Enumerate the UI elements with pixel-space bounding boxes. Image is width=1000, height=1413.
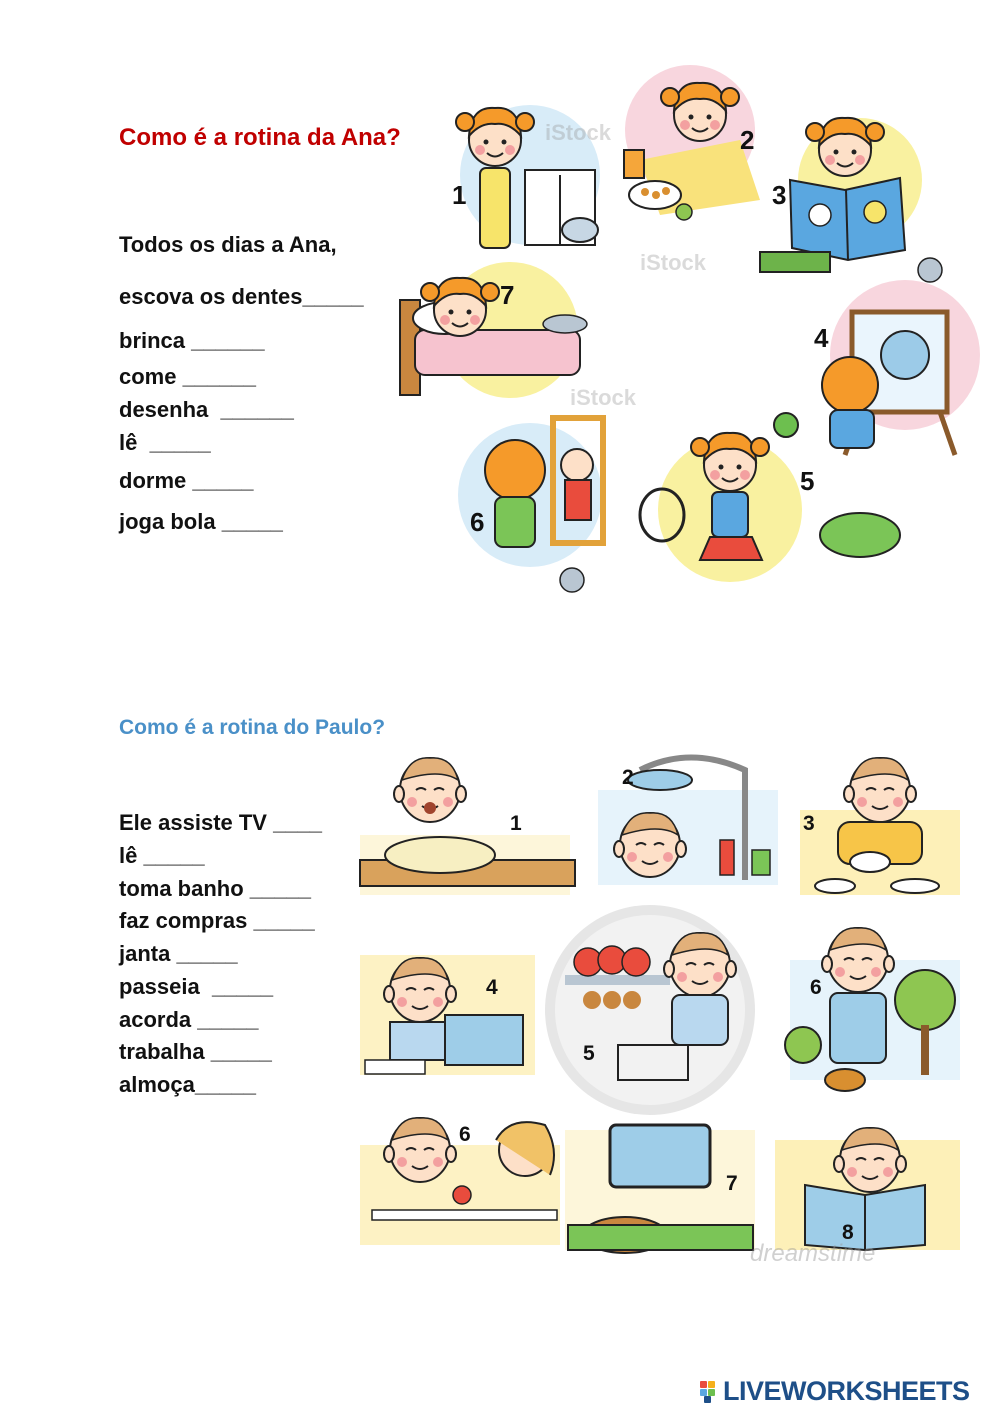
ana-picture-number: 5 [800, 466, 815, 496]
paulo-answer-blank[interactable]: _____ [210, 1039, 272, 1064]
ana-item-label: escova os dentes [119, 284, 303, 309]
paulo-item-label: Ele assiste TV [119, 810, 274, 835]
paulo-answer-blank[interactable]: ____ [273, 810, 323, 835]
paulo-item-label: trabalha [119, 1039, 211, 1064]
paulo-item-label: acorda [119, 1007, 198, 1032]
paulo-item-label: almoça [119, 1072, 195, 1097]
paulo-picture-number: 8 [842, 1221, 854, 1244]
paulo-answer-blank[interactable]: _____ [249, 876, 311, 901]
ana-picture-number: 4 [814, 323, 829, 353]
ana-answer-blank[interactable]: _____ [192, 468, 254, 493]
ana-item-label: joga bola [119, 509, 222, 534]
paulo-answer-blank[interactable]: _____ [253, 908, 315, 933]
paulo-item-5 [119, 941, 238, 967]
paulo-item-9 [119, 1072, 256, 1098]
watermark-istock: iStock [640, 250, 707, 275]
watermark-istock: iStock [570, 385, 637, 410]
ana-title: Como é a rotina da Ana? [119, 124, 401, 151]
paulo-item-label: janta [119, 941, 177, 966]
paulo-item-label: toma banho [119, 876, 250, 901]
ana-answer-blank[interactable]: ______ [220, 397, 294, 422]
paulo-answer-blank[interactable]: _____ [197, 1007, 259, 1032]
paulo-picture-number: 4 [486, 976, 498, 999]
paulo-answer-blank[interactable]: _____ [211, 974, 274, 999]
liveworksheets-logo [700, 1376, 970, 1407]
paulo-picture-number: 2 [622, 766, 634, 789]
ana-picture-number: 7 [500, 280, 515, 310]
paulo-answer-blank[interactable]: _____ [194, 1072, 257, 1097]
paulo-item-6 [119, 974, 273, 1000]
liveworksheets-brand-text: LIVEWORKSHEETS [723, 1376, 970, 1406]
ana-picture-number: 1 [452, 180, 467, 210]
paulo-title: Como é a rotina do Paulo? [119, 716, 386, 739]
paulo-picture-number: 7 [726, 1172, 738, 1195]
paulo-item-7 [119, 1007, 258, 1033]
paulo-item-label: faz compras [119, 908, 254, 933]
paulo-item-2 [119, 843, 205, 869]
watermark-dreamstime: dreamstime [750, 1240, 876, 1267]
paulo-picture-number: 6 [810, 976, 822, 999]
ana-answer-blank[interactable]: _____ [149, 430, 211, 455]
ana-picture-number: 3 [772, 180, 787, 210]
paulo-answer-blank[interactable]: _____ [143, 843, 205, 868]
ana-answer-blank[interactable]: _____ [302, 284, 364, 309]
paulo-item-4 [119, 908, 315, 934]
ana-answer-blank[interactable]: ______ [191, 328, 265, 353]
ana-picture-number: 2 [740, 125, 755, 155]
liveworksheets-logo-icon [700, 1381, 720, 1403]
ana-item-label: lê [119, 430, 150, 455]
paulo-picture-number: 3 [803, 812, 815, 835]
ana-item-label: dorme [119, 468, 193, 493]
paulo-item-label: passeia [119, 974, 212, 999]
paulo-item-3 [119, 876, 311, 902]
ana-item-label: brinca [119, 328, 192, 353]
paulo-picture-number: 1 [510, 812, 522, 835]
paulo-item-8 [119, 1039, 272, 1065]
ana-item-label: desenha [119, 397, 221, 422]
paulo-answer-blank[interactable]: _____ [176, 941, 238, 966]
ana-picture-number: 6 [470, 507, 485, 537]
paulo-picture-number: 6 [459, 1123, 471, 1146]
paulo-item-label: lê [119, 843, 144, 868]
ana-answer-blank[interactable]: _____ [221, 509, 283, 534]
paulo-picture-number: 5 [583, 1042, 595, 1065]
watermark-istock: iStock [545, 120, 612, 145]
ana-intro: Todos os dias a Ana, [119, 232, 337, 257]
paulo-item-1 [119, 810, 322, 836]
ana-item-label: come [119, 364, 183, 389]
ana-answer-blank[interactable]: ______ [182, 364, 257, 389]
